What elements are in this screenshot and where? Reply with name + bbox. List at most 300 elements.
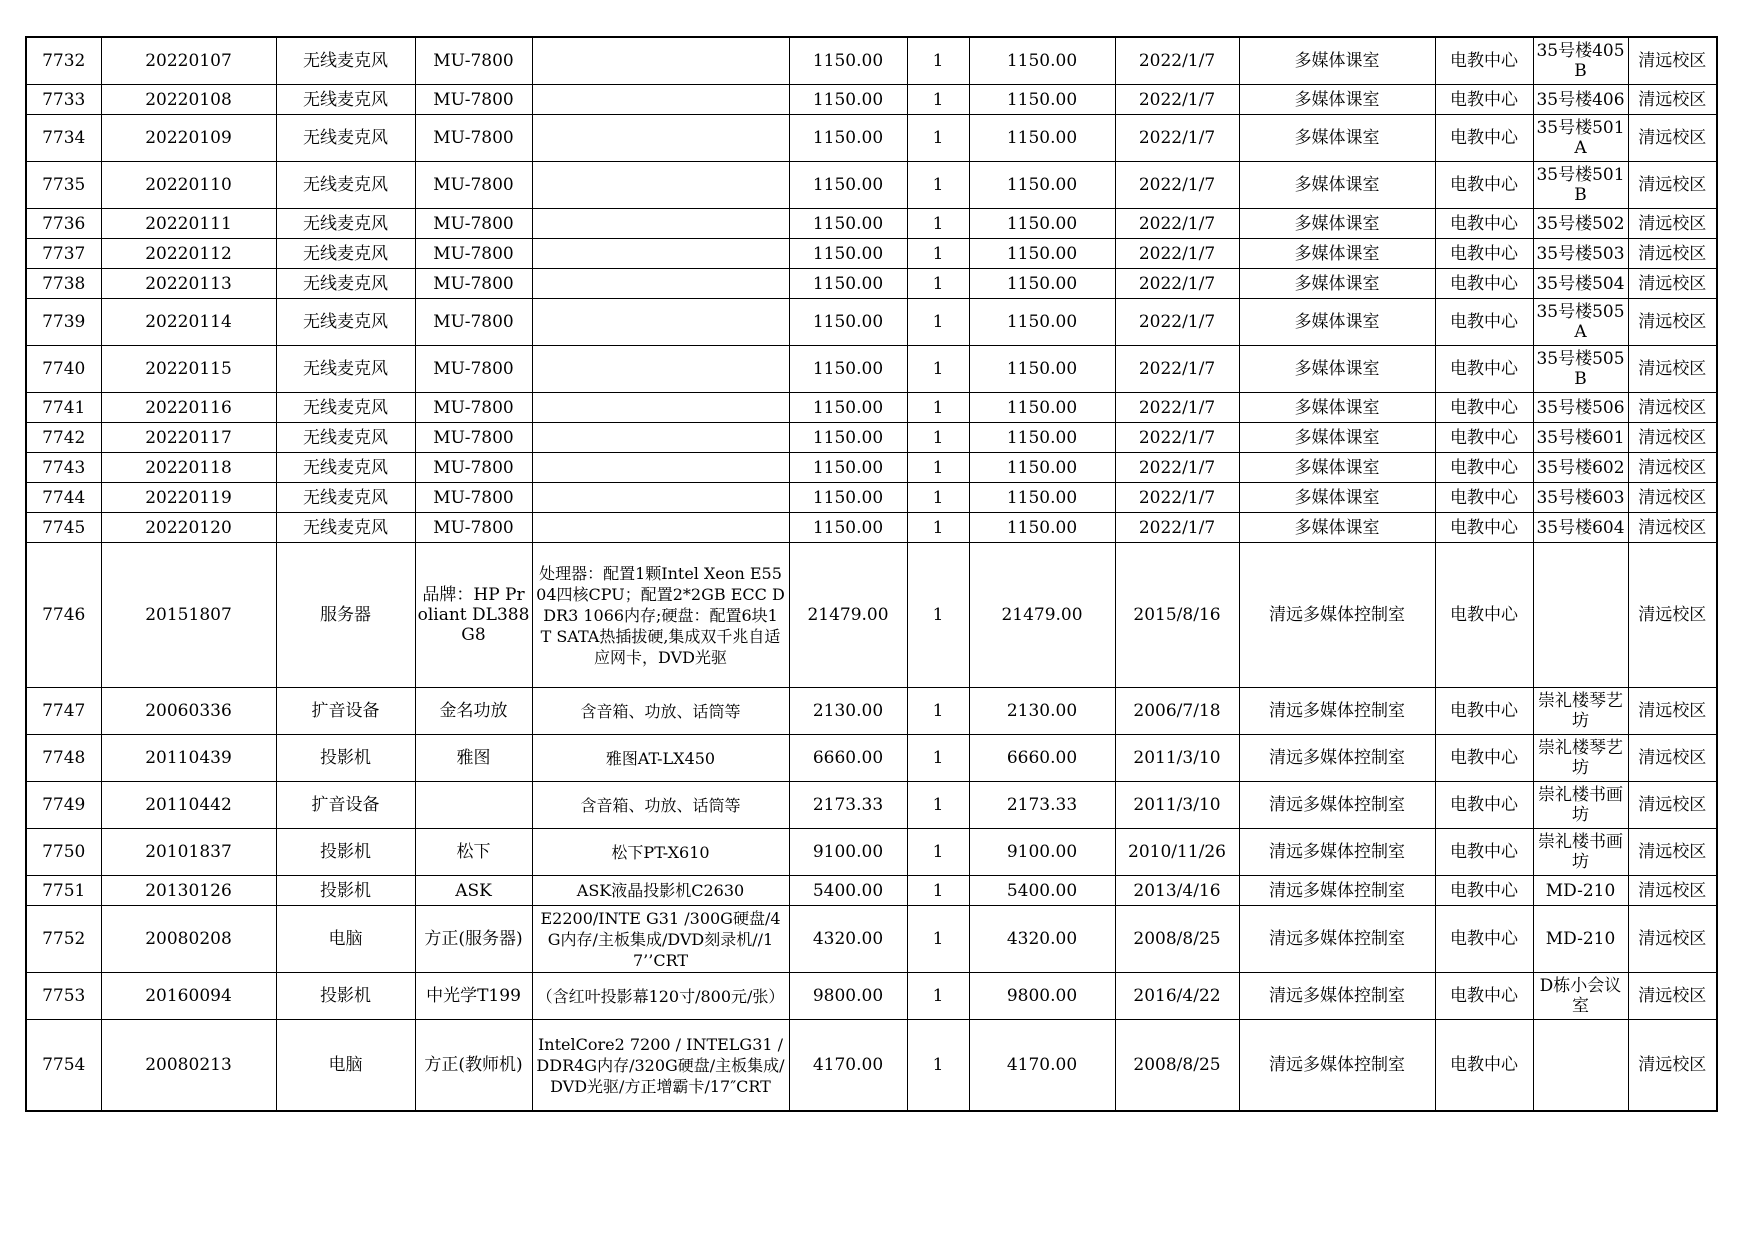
- seq-cell: 7753: [26, 973, 101, 1020]
- asset-code-cell: 20220113: [101, 269, 276, 299]
- quantity-cell: 1: [907, 85, 969, 115]
- asset-code-cell: 20220118: [101, 453, 276, 483]
- asset-name-cell: 无线麦克风: [276, 115, 415, 162]
- department-cell: 清远多媒体控制室: [1239, 876, 1435, 906]
- unit-price-cell: 6660.00: [789, 735, 907, 782]
- location-cell: 35号楼506: [1533, 393, 1628, 423]
- unit-price-cell: 1150.00: [789, 453, 907, 483]
- table-row: [26, 483, 1717, 513]
- asset-name-cell: 无线麦克风: [276, 423, 415, 453]
- manager-cell: 电教中心: [1435, 513, 1533, 543]
- location-cell: 崇礼楼书画坊: [1533, 829, 1628, 876]
- quantity-cell: 1: [907, 162, 969, 209]
- department-cell: 多媒体课室: [1239, 423, 1435, 453]
- location-cell: [1533, 543, 1628, 688]
- purchase-date-cell: 2022/1/7: [1115, 115, 1239, 162]
- department-cell: 多媒体课室: [1239, 37, 1435, 85]
- unit-price-cell: 1150.00: [789, 269, 907, 299]
- asset-name-cell: 电脑: [276, 906, 415, 973]
- purchase-date-cell: 2022/1/7: [1115, 162, 1239, 209]
- unit-price-cell: 2173.33: [789, 782, 907, 829]
- unit-price-cell: 1150.00: [789, 115, 907, 162]
- spec-cell: 松下PT-X610: [532, 829, 789, 876]
- manager-cell: 电教中心: [1435, 269, 1533, 299]
- table-row: [26, 453, 1717, 483]
- purchase-date-cell: 2015/8/16: [1115, 543, 1239, 688]
- manager-cell: 电教中心: [1435, 876, 1533, 906]
- asset-name-cell: 无线麦克风: [276, 37, 415, 85]
- purchase-date-cell: 2022/1/7: [1115, 423, 1239, 453]
- location-cell: 35号楼406: [1533, 85, 1628, 115]
- department-cell: 多媒体课室: [1239, 209, 1435, 239]
- amount-cell: 9800.00: [969, 973, 1115, 1020]
- model-cell: MU-7800: [415, 299, 532, 346]
- manager-cell: 电教中心: [1435, 162, 1533, 209]
- campus-cell: 清远校区: [1628, 269, 1717, 299]
- quantity-cell: 1: [907, 543, 969, 688]
- seq-cell: 7751: [26, 876, 101, 906]
- purchase-date-cell: 2022/1/7: [1115, 209, 1239, 239]
- table-row: [26, 37, 1717, 85]
- model-cell: ASK: [415, 876, 532, 906]
- department-cell: 清远多媒体控制室: [1239, 782, 1435, 829]
- unit-price-cell: 5400.00: [789, 876, 907, 906]
- purchase-date-cell: 2022/1/7: [1115, 393, 1239, 423]
- model-cell: 品牌：HP Proliant DL388 G8: [415, 543, 532, 688]
- quantity-cell: 1: [907, 346, 969, 393]
- asset-code-cell: 20160094: [101, 973, 276, 1020]
- location-cell: 35号楼504: [1533, 269, 1628, 299]
- department-cell: 清远多媒体控制室: [1239, 1020, 1435, 1112]
- seq-cell: 7737: [26, 239, 101, 269]
- spec-cell: [532, 162, 789, 209]
- manager-cell: 电教中心: [1435, 423, 1533, 453]
- location-cell: 崇礼楼琴艺坊: [1533, 735, 1628, 782]
- model-cell: MU-7800: [415, 513, 532, 543]
- manager-cell: 电教中心: [1435, 735, 1533, 782]
- department-cell: 多媒体课室: [1239, 239, 1435, 269]
- table-row: [26, 209, 1717, 239]
- location-cell: 35号楼501A: [1533, 115, 1628, 162]
- manager-cell: 电教中心: [1435, 688, 1533, 735]
- table-row: [26, 782, 1717, 829]
- spec-cell: [532, 393, 789, 423]
- model-cell: MU-7800: [415, 483, 532, 513]
- campus-cell: 清远校区: [1628, 37, 1717, 85]
- model-cell: 中光学T199: [415, 973, 532, 1020]
- table-row: [26, 393, 1717, 423]
- manager-cell: 电教中心: [1435, 209, 1533, 239]
- asset-name-cell: 无线麦克风: [276, 513, 415, 543]
- seq-cell: 7744: [26, 483, 101, 513]
- table-row: [26, 115, 1717, 162]
- purchase-date-cell: 2022/1/7: [1115, 346, 1239, 393]
- purchase-date-cell: 2006/7/18: [1115, 688, 1239, 735]
- amount-cell: 1150.00: [969, 393, 1115, 423]
- unit-price-cell: 1150.00: [789, 85, 907, 115]
- department-cell: 清远多媒体控制室: [1239, 973, 1435, 1020]
- campus-cell: 清远校区: [1628, 209, 1717, 239]
- model-cell: 方正(服务器): [415, 906, 532, 973]
- campus-cell: 清远校区: [1628, 483, 1717, 513]
- model-cell: 金名功放: [415, 688, 532, 735]
- department-cell: 清远多媒体控制室: [1239, 906, 1435, 973]
- quantity-cell: 1: [907, 1020, 969, 1112]
- campus-cell: 清远校区: [1628, 513, 1717, 543]
- manager-cell: 电教中心: [1435, 346, 1533, 393]
- purchase-date-cell: 2013/4/16: [1115, 876, 1239, 906]
- asset-code-cell: 20220112: [101, 239, 276, 269]
- table-row: [26, 543, 1717, 688]
- model-cell: MU-7800: [415, 115, 532, 162]
- unit-price-cell: 1150.00: [789, 299, 907, 346]
- model-cell: 松下: [415, 829, 532, 876]
- asset-name-cell: 无线麦克风: [276, 453, 415, 483]
- spec-cell: ASK液晶投影机C2630: [532, 876, 789, 906]
- campus-cell: 清远校区: [1628, 162, 1717, 209]
- asset-code-cell: 20220109: [101, 115, 276, 162]
- asset-name-cell: 无线麦克风: [276, 209, 415, 239]
- manager-cell: 电教中心: [1435, 782, 1533, 829]
- asset-name-cell: 无线麦克风: [276, 85, 415, 115]
- quantity-cell: 1: [907, 37, 969, 85]
- seq-cell: 7754: [26, 1020, 101, 1112]
- location-cell: 崇礼楼琴艺坊: [1533, 688, 1628, 735]
- spec-cell: [532, 299, 789, 346]
- seq-cell: 7741: [26, 393, 101, 423]
- quantity-cell: 1: [907, 269, 969, 299]
- quantity-cell: 1: [907, 423, 969, 453]
- quantity-cell: 1: [907, 299, 969, 346]
- location-cell: 35号楼604: [1533, 513, 1628, 543]
- seq-cell: 7742: [26, 423, 101, 453]
- location-cell: 35号楼502: [1533, 209, 1628, 239]
- campus-cell: 清远校区: [1628, 876, 1717, 906]
- asset-name-cell: 无线麦克风: [276, 269, 415, 299]
- amount-cell: 1150.00: [969, 269, 1115, 299]
- amount-cell: 1150.00: [969, 239, 1115, 269]
- asset-code-cell: 20080208: [101, 906, 276, 973]
- unit-price-cell: 1150.00: [789, 37, 907, 85]
- purchase-date-cell: 2022/1/7: [1115, 453, 1239, 483]
- campus-cell: 清远校区: [1628, 829, 1717, 876]
- amount-cell: 1150.00: [969, 513, 1115, 543]
- department-cell: 清远多媒体控制室: [1239, 735, 1435, 782]
- amount-cell: 4320.00: [969, 906, 1115, 973]
- asset-name-cell: 无线麦克风: [276, 162, 415, 209]
- unit-price-cell: 2130.00: [789, 688, 907, 735]
- asset-name-cell: 服务器: [276, 543, 415, 688]
- quantity-cell: 1: [907, 735, 969, 782]
- location-cell: 35号楼603: [1533, 483, 1628, 513]
- unit-price-cell: 1150.00: [789, 423, 907, 453]
- asset-code-cell: 20110439: [101, 735, 276, 782]
- spec-cell: [532, 37, 789, 85]
- seq-cell: 7745: [26, 513, 101, 543]
- asset-code-cell: 20220116: [101, 393, 276, 423]
- table-row: [26, 829, 1717, 876]
- model-cell: MU-7800: [415, 346, 532, 393]
- manager-cell: 电教中心: [1435, 543, 1533, 688]
- unit-price-cell: 1150.00: [789, 513, 907, 543]
- location-cell: 35号楼505A: [1533, 299, 1628, 346]
- unit-price-cell: 4170.00: [789, 1020, 907, 1112]
- department-cell: 清远多媒体控制室: [1239, 688, 1435, 735]
- manager-cell: 电教中心: [1435, 37, 1533, 85]
- asset-code-cell: 20080213: [101, 1020, 276, 1112]
- spec-cell: E2200/INTE G31 /300G硬盘/4G内存/主板集成/DVD刻录机//17’’CRT: [532, 906, 789, 973]
- model-cell: 方正(教师机): [415, 1020, 532, 1112]
- purchase-date-cell: 2022/1/7: [1115, 483, 1239, 513]
- asset-name-cell: 投影机: [276, 973, 415, 1020]
- table-row: [26, 239, 1717, 269]
- spec-cell: IntelCore2 7200 / INTELG31 /DDR4G内存/320G硬盘/主板集成/DVD光驱/方正增霸卡/17″CRT: [532, 1020, 789, 1112]
- spec-cell: [532, 239, 789, 269]
- quantity-cell: 1: [907, 453, 969, 483]
- manager-cell: 电教中心: [1435, 393, 1533, 423]
- spec-cell: 含音箱、功放、话筒等: [532, 688, 789, 735]
- asset-name-cell: 电脑: [276, 1020, 415, 1112]
- amount-cell: 2173.33: [969, 782, 1115, 829]
- spec-cell: [532, 269, 789, 299]
- manager-cell: 电教中心: [1435, 299, 1533, 346]
- amount-cell: 1150.00: [969, 115, 1115, 162]
- spec-cell: 雅图AT-LX450: [532, 735, 789, 782]
- unit-price-cell: 9800.00: [789, 973, 907, 1020]
- amount-cell: 1150.00: [969, 453, 1115, 483]
- seq-cell: 7752: [26, 906, 101, 973]
- campus-cell: 清远校区: [1628, 543, 1717, 688]
- department-cell: 多媒体课室: [1239, 115, 1435, 162]
- model-cell: MU-7800: [415, 85, 532, 115]
- table-row: [26, 1020, 1717, 1112]
- manager-cell: 电教中心: [1435, 115, 1533, 162]
- asset-table: [25, 36, 1718, 1112]
- seq-cell: 7750: [26, 829, 101, 876]
- amount-cell: 1150.00: [969, 37, 1115, 85]
- amount-cell: 5400.00: [969, 876, 1115, 906]
- campus-cell: 清远校区: [1628, 782, 1717, 829]
- location-cell: MD-210: [1533, 906, 1628, 973]
- department-cell: 多媒体课室: [1239, 85, 1435, 115]
- amount-cell: 1150.00: [969, 85, 1115, 115]
- asset-table-body: [26, 37, 1717, 1111]
- asset-name-cell: 无线麦克风: [276, 299, 415, 346]
- model-cell: MU-7800: [415, 453, 532, 483]
- manager-cell: 电教中心: [1435, 453, 1533, 483]
- campus-cell: 清远校区: [1628, 85, 1717, 115]
- department-cell: 多媒体课室: [1239, 513, 1435, 543]
- asset-code-cell: 20130126: [101, 876, 276, 906]
- department-cell: 多媒体课室: [1239, 299, 1435, 346]
- asset-name-cell: 投影机: [276, 735, 415, 782]
- amount-cell: 21479.00: [969, 543, 1115, 688]
- seq-cell: 7740: [26, 346, 101, 393]
- spec-cell: [532, 483, 789, 513]
- seq-cell: 7749: [26, 782, 101, 829]
- asset-code-cell: 20220120: [101, 513, 276, 543]
- campus-cell: 清远校区: [1628, 423, 1717, 453]
- amount-cell: 1150.00: [969, 209, 1115, 239]
- model-cell: MU-7800: [415, 239, 532, 269]
- unit-price-cell: 1150.00: [789, 239, 907, 269]
- location-cell: MD-210: [1533, 876, 1628, 906]
- asset-code-cell: 20060336: [101, 688, 276, 735]
- asset-code-cell: 20101837: [101, 829, 276, 876]
- quantity-cell: 1: [907, 393, 969, 423]
- amount-cell: 9100.00: [969, 829, 1115, 876]
- purchase-date-cell: 2022/1/7: [1115, 239, 1239, 269]
- model-cell: MU-7800: [415, 393, 532, 423]
- quantity-cell: 1: [907, 829, 969, 876]
- campus-cell: 清远校区: [1628, 735, 1717, 782]
- campus-cell: 清远校区: [1628, 299, 1717, 346]
- campus-cell: 清远校区: [1628, 1020, 1717, 1112]
- asset-name-cell: 无线麦克风: [276, 393, 415, 423]
- purchase-date-cell: 2011/3/10: [1115, 735, 1239, 782]
- manager-cell: 电教中心: [1435, 1020, 1533, 1112]
- table-row: [26, 513, 1717, 543]
- quantity-cell: 1: [907, 115, 969, 162]
- department-cell: 多媒体课室: [1239, 393, 1435, 423]
- table-row: [26, 299, 1717, 346]
- department-cell: 清远多媒体控制室: [1239, 543, 1435, 688]
- amount-cell: 1150.00: [969, 162, 1115, 209]
- table-row: [26, 85, 1717, 115]
- table-row: [26, 269, 1717, 299]
- campus-cell: 清远校区: [1628, 115, 1717, 162]
- model-cell: MU-7800: [415, 269, 532, 299]
- quantity-cell: 1: [907, 483, 969, 513]
- amount-cell: 1150.00: [969, 299, 1115, 346]
- campus-cell: 清远校区: [1628, 453, 1717, 483]
- location-cell: 崇礼楼书画坊: [1533, 782, 1628, 829]
- amount-cell: 1150.00: [969, 483, 1115, 513]
- spec-cell: [532, 453, 789, 483]
- location-cell: [1533, 1020, 1628, 1112]
- table-row: [26, 346, 1717, 393]
- seq-cell: 7743: [26, 453, 101, 483]
- asset-name-cell: 投影机: [276, 829, 415, 876]
- table-row: [26, 688, 1717, 735]
- amount-cell: 6660.00: [969, 735, 1115, 782]
- asset-code-cell: 20220111: [101, 209, 276, 239]
- spec-cell: [532, 85, 789, 115]
- quantity-cell: 1: [907, 209, 969, 239]
- department-cell: 多媒体课室: [1239, 346, 1435, 393]
- asset-code-cell: 20220115: [101, 346, 276, 393]
- purchase-date-cell: 2022/1/7: [1115, 85, 1239, 115]
- unit-price-cell: 1150.00: [789, 393, 907, 423]
- spec-cell: 含音箱、功放、话筒等: [532, 782, 789, 829]
- location-cell: 35号楼503: [1533, 239, 1628, 269]
- asset-code-cell: 20220114: [101, 299, 276, 346]
- seq-cell: 7735: [26, 162, 101, 209]
- model-cell: MU-7800: [415, 209, 532, 239]
- seq-cell: 7733: [26, 85, 101, 115]
- asset-name-cell: 扩音设备: [276, 688, 415, 735]
- manager-cell: 电教中心: [1435, 829, 1533, 876]
- manager-cell: 电教中心: [1435, 973, 1533, 1020]
- asset-code-cell: 20151807: [101, 543, 276, 688]
- amount-cell: 2130.00: [969, 688, 1115, 735]
- table-row: [26, 876, 1717, 906]
- amount-cell: 1150.00: [969, 423, 1115, 453]
- asset-name-cell: 无线麦克风: [276, 239, 415, 269]
- campus-cell: 清远校区: [1628, 346, 1717, 393]
- model-cell: 雅图: [415, 735, 532, 782]
- manager-cell: 电教中心: [1435, 483, 1533, 513]
- table-row: [26, 162, 1717, 209]
- campus-cell: 清远校区: [1628, 239, 1717, 269]
- seq-cell: 7739: [26, 299, 101, 346]
- purchase-date-cell: 2022/1/7: [1115, 299, 1239, 346]
- department-cell: 多媒体课室: [1239, 162, 1435, 209]
- unit-price-cell: 1150.00: [789, 162, 907, 209]
- spec-cell: [532, 513, 789, 543]
- table-row: [26, 423, 1717, 453]
- quantity-cell: 1: [907, 782, 969, 829]
- asset-name-cell: 投影机: [276, 876, 415, 906]
- asset-code-cell: 20220119: [101, 483, 276, 513]
- spec-cell: [532, 423, 789, 453]
- department-cell: 多媒体课室: [1239, 453, 1435, 483]
- table-row: [26, 973, 1717, 1020]
- campus-cell: 清远校区: [1628, 973, 1717, 1020]
- amount-cell: 1150.00: [969, 346, 1115, 393]
- seq-cell: 7748: [26, 735, 101, 782]
- purchase-date-cell: 2011/3/10: [1115, 782, 1239, 829]
- spec-cell: [532, 115, 789, 162]
- asset-code-cell: 20220117: [101, 423, 276, 453]
- asset-name-cell: 无线麦克风: [276, 346, 415, 393]
- location-cell: 35号楼601: [1533, 423, 1628, 453]
- seq-cell: 7746: [26, 543, 101, 688]
- spec-cell: 处理器：配置1颗Intel Xeon E5504四核CPU；配置2*2GB ECC DDR3 1066内存;硬盘：配置6块1 T SATA热插拔硬,集成双千兆自适应网卡，DVD光驱: [532, 543, 789, 688]
- spec-cell: （含红叶投影幕120寸/800元/张）: [532, 973, 789, 1020]
- department-cell: 清远多媒体控制室: [1239, 829, 1435, 876]
- purchase-date-cell: 2016/4/22: [1115, 973, 1239, 1020]
- asset-code-cell: 20220107: [101, 37, 276, 85]
- manager-cell: 电教中心: [1435, 85, 1533, 115]
- asset-code-cell: 20220108: [101, 85, 276, 115]
- unit-price-cell: 9100.00: [789, 829, 907, 876]
- asset-code-cell: 20220110: [101, 162, 276, 209]
- purchase-date-cell: 2022/1/7: [1115, 269, 1239, 299]
- spec-cell: [532, 346, 789, 393]
- seq-cell: 7738: [26, 269, 101, 299]
- purchase-date-cell: 2022/1/7: [1115, 37, 1239, 85]
- unit-price-cell: 21479.00: [789, 543, 907, 688]
- campus-cell: 清远校区: [1628, 688, 1717, 735]
- quantity-cell: 1: [907, 906, 969, 973]
- location-cell: 35号楼405B: [1533, 37, 1628, 85]
- department-cell: 多媒体课室: [1239, 483, 1435, 513]
- seq-cell: 7747: [26, 688, 101, 735]
- location-cell: 35号楼505B: [1533, 346, 1628, 393]
- unit-price-cell: 1150.00: [789, 209, 907, 239]
- asset-code-cell: 20110442: [101, 782, 276, 829]
- unit-price-cell: 4320.00: [789, 906, 907, 973]
- unit-price-cell: 1150.00: [789, 346, 907, 393]
- purchase-date-cell: 2008/8/25: [1115, 906, 1239, 973]
- model-cell: [415, 782, 532, 829]
- spec-cell: [532, 209, 789, 239]
- model-cell: MU-7800: [415, 162, 532, 209]
- quantity-cell: 1: [907, 973, 969, 1020]
- location-cell: 35号楼602: [1533, 453, 1628, 483]
- quantity-cell: 1: [907, 239, 969, 269]
